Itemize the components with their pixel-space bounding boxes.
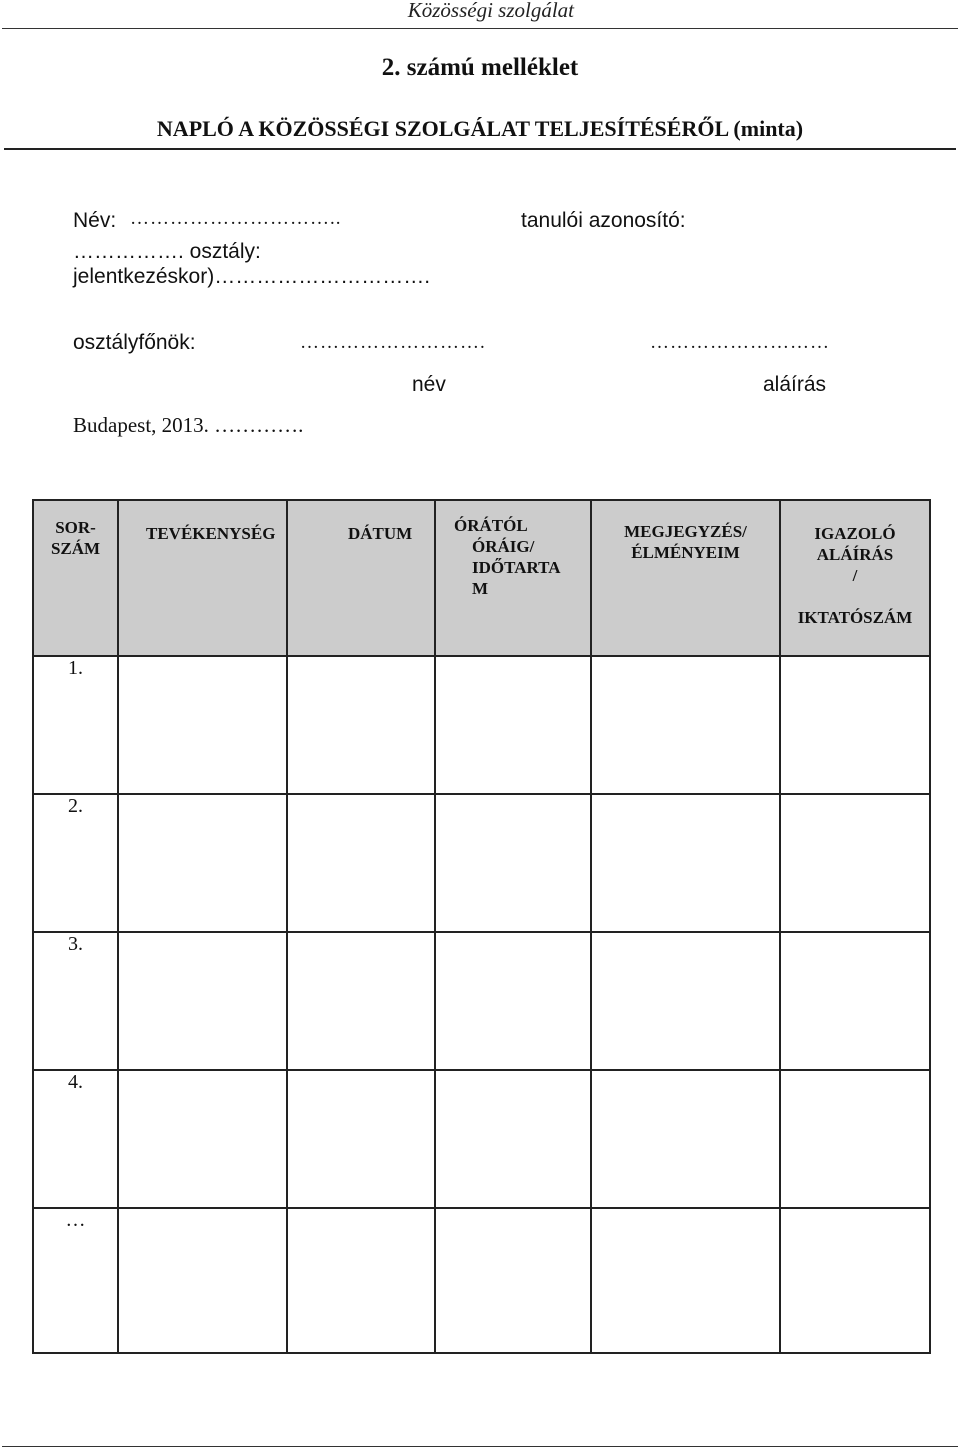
table-row [33,794,930,932]
activity-cell[interactable] [118,794,287,932]
hours-cell[interactable] [435,1070,591,1208]
class-field[interactable]: ……………. osztály: [73,240,261,263]
header-hours-line-2: ÓRÁIG/ [472,537,535,556]
name-field[interactable]: ………………………….. [130,208,342,229]
header-divider [2,28,958,29]
name-label: Név: [73,209,117,232]
header-hours-line-3: IDŐTARTA [472,558,561,577]
header-date [287,500,435,656]
header-cert-line-1: IGAZOLÓ [814,524,896,543]
date-cell[interactable] [287,794,435,932]
activity-cell[interactable] [118,1070,287,1208]
table-row [33,1208,930,1353]
hours-cell[interactable] [435,794,591,932]
table-row [33,1070,930,1208]
table-header-row [33,500,930,656]
document-title: NAPLÓ A KÖZÖSSÉGI SZOLGÁLAT TELJESÍTÉSÉRŐL (minta) [156,116,804,141]
header-notes [591,500,780,656]
date-cell[interactable] [287,932,435,1070]
notes-cell[interactable] [591,1070,780,1208]
signature-caption: aláírás [763,373,827,396]
table-row [33,932,930,1070]
header-date-label: DÁTUM [348,524,413,543]
date-cell[interactable] [287,1208,435,1353]
table-row [33,656,930,794]
header-activity [118,500,287,656]
header-notes-line-2: ÉLMÉNYEIM [631,543,740,562]
notes-cell[interactable] [591,656,780,794]
running-header-title: Közösségi szolgálat [407,0,574,22]
header-serial-line-2: SZÁM [50,539,101,558]
header-notes-line-1: MEGJEGYZÉS/ [624,522,747,541]
hours-cell[interactable] [435,932,591,1070]
notes-cell[interactable] [591,1208,780,1353]
teacher-name-field[interactable]: ………………………. [300,332,486,353]
teacher-signature-field[interactable]: ……………………… [650,332,830,353]
certification-cell[interactable] [780,932,930,1070]
row-number: … [33,1208,118,1353]
header-cert-line-5: IKTATÓSZÁM [797,608,913,627]
date-cell[interactable] [287,656,435,794]
name-caption: név [412,373,446,396]
hours-cell[interactable] [435,1208,591,1353]
activity-cell[interactable] [118,932,287,1070]
header-certification [780,500,930,656]
hours-cell[interactable] [435,656,591,794]
row-number: 2. [33,794,118,932]
notes-cell[interactable] [591,932,780,1070]
teacher-label: osztályfőnök: [73,331,196,354]
row-number: 3. [33,932,118,1070]
enrollment-field[interactable]: jelentkezéskor)…………………………. [73,265,431,288]
certification-cell[interactable] [780,1208,930,1353]
header-cert-line-2: ALÁÍRÁS [816,545,894,564]
footer-divider [2,1446,958,1447]
header-cert-line-3: / [852,566,858,585]
header-hours [435,500,591,656]
header-hours-line-4: M [472,579,489,598]
header-hours-line-1: ÓRÁTÓL [454,516,528,535]
date-cell[interactable] [287,1070,435,1208]
certification-cell[interactable] [780,656,930,794]
activity-cell[interactable] [118,656,287,794]
header-cert-line-4 [781,586,929,607]
activity-cell[interactable] [118,1208,287,1353]
row-number: 1. [33,656,118,794]
notes-cell[interactable] [591,794,780,932]
service-log-table [32,499,931,1354]
place-date: Budapest, 2013. …………. [73,413,304,437]
row-number: 4. [33,1070,118,1208]
header-activity-label: TEVÉKENYSÉG [146,524,276,543]
header-serial [33,500,118,656]
title-divider [4,148,956,150]
annex-title: 2. számú melléklet [381,54,579,81]
certification-cell[interactable] [780,794,930,932]
certification-cell[interactable] [780,1070,930,1208]
student-id-label: tanulói azonosító: [521,209,686,232]
header-serial-line-1: SOR- [55,518,96,537]
